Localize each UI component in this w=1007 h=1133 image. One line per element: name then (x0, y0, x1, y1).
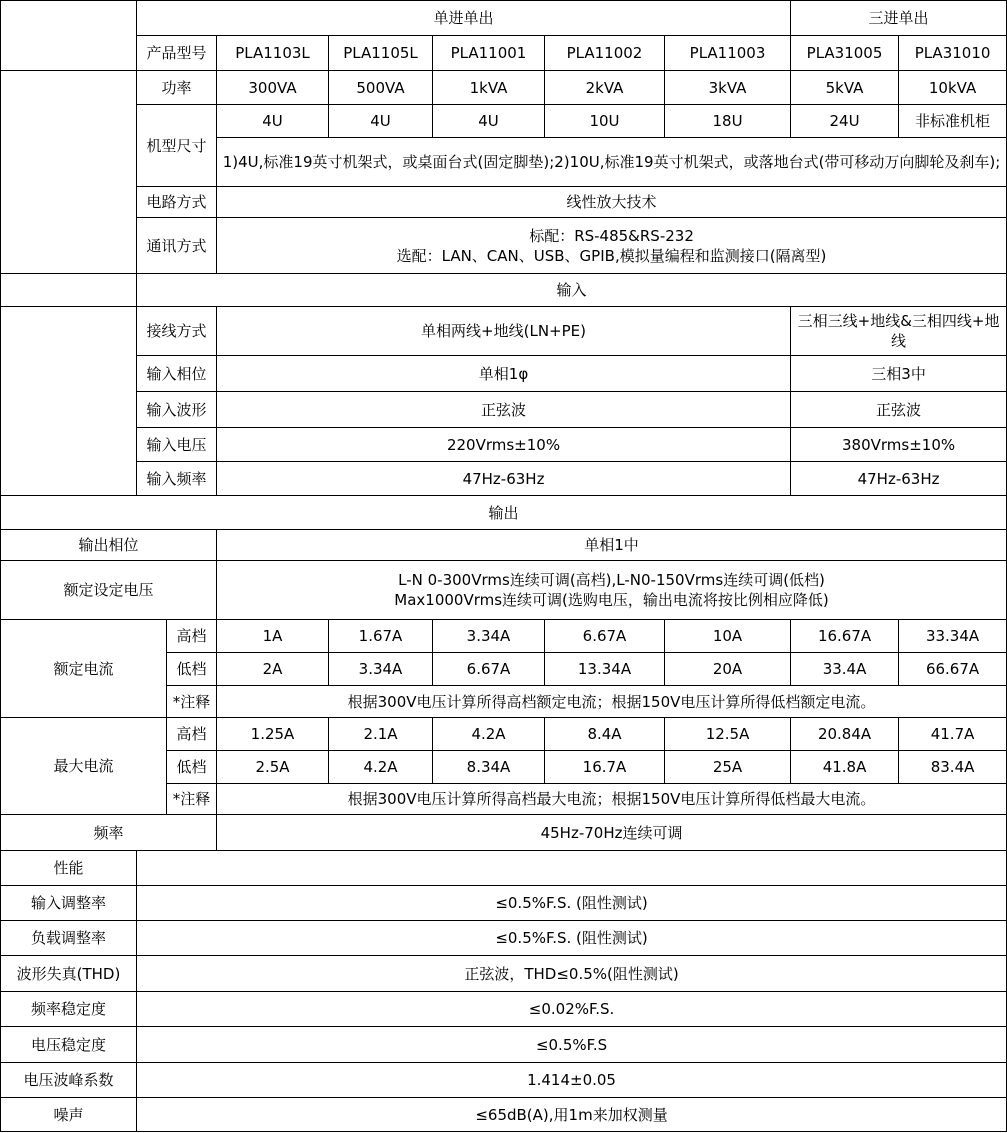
max-high-cell: 41.7A (899, 718, 1007, 751)
performance-value: ≤0.02%F.S. (137, 992, 1007, 1027)
size-cell: 18U (665, 105, 791, 138)
input-freq-row (1, 462, 1007, 496)
performance-label: 电压波峰系数 (1, 1063, 137, 1098)
size-cell: 4U (433, 105, 545, 138)
output-freq-value: 45Hz-70Hz连续可调 (217, 815, 1007, 851)
max-low-cell: 25A (665, 751, 791, 784)
comm-standard: 标配：RS-485&RS-232 (529, 226, 694, 245)
rated-low-cell: 66.67A (899, 653, 1007, 686)
max-current-note: 根据300V电压计算所得高档最大电流；根据150V电压计算所得低档最大电流。 (217, 784, 1007, 815)
rated-high-cell: 3.34A (433, 620, 545, 653)
power-row (1, 71, 1007, 105)
size-row (1, 105, 1007, 138)
input-phase-three: 三相3中 (791, 356, 1007, 392)
power-cell: 2kVA (545, 71, 665, 105)
model-cell: PLA1105L (329, 36, 433, 71)
group-single-header: 单进单出 (137, 1, 791, 36)
max-high-cell: 12.5A (665, 718, 791, 751)
high-label: 高档 (167, 718, 217, 751)
input-wiring-row (1, 307, 1007, 356)
input-left-blank (1, 307, 137, 496)
model-cell: PLA31005 (791, 36, 899, 71)
rated-current-note: 根据300V电压计算所得高档额定电流；根据150V电压计算所得低档额定电流。 (217, 686, 1007, 718)
performance-value: 正弦波，THD≤0.5%(阻性测试) (137, 956, 1007, 992)
size-cell: 非标准机柜 (899, 105, 1007, 138)
input-section-title: 输入 (137, 274, 1007, 307)
performance-label: 波形失真(THD) (1, 956, 137, 992)
rated-high-cell: 10A (665, 620, 791, 653)
max-low-cell: 2.5A (217, 751, 329, 784)
max-low-cell: 16.7A (545, 751, 665, 784)
performance-row (1, 992, 1007, 1027)
performance-value: ≤0.5%F.S (137, 1027, 1007, 1063)
input-waveform-three: 正弦波 (791, 392, 1007, 428)
size-cell: 4U (217, 105, 329, 138)
power-cell: 1kVA (433, 71, 545, 105)
input-wiring-three: 三相三线+地线&三相四线+地线 (791, 307, 1007, 356)
rated-voltage-label: 额定设定电压 (1, 561, 217, 620)
model-cell: PLA11001 (433, 36, 545, 71)
max-high-cell: 1.25A (217, 718, 329, 751)
performance-label: 频率稳定度 (1, 992, 137, 1027)
output-freq-row (1, 815, 1007, 851)
comm-optional: 选配：LAN、CAN、USB、GPIB,模拟量编程和监测接口(隔离型) (396, 246, 827, 265)
output-freq-label: 频率 (1, 815, 217, 851)
note-label: *注释 (167, 784, 217, 815)
max-current-label: 最大电流 (1, 718, 167, 815)
size-note: 1)4U,标准19英寸机架式，或桌面台式(固定脚垫);2)10U,标准19英寸机架式，或落地台式(带可移动万向脚轮及刹车); (217, 138, 1007, 187)
group-three-header: 三进单出 (791, 1, 1007, 36)
performance-label: 噪声 (1, 1098, 137, 1132)
performance-row (1, 956, 1007, 992)
performance-row (1, 921, 1007, 956)
output-phase-label: 输出相位 (1, 530, 217, 561)
size-cell: 10U (545, 105, 665, 138)
performance-row (1, 1027, 1007, 1063)
size-cell: 24U (791, 105, 899, 138)
general-left-blank (1, 71, 137, 274)
low-label: 低档 (167, 751, 217, 784)
model-cell: PLA1103L (217, 36, 329, 71)
input-waveform-single: 正弦波 (217, 392, 791, 428)
input-voltage-label: 输入电压 (137, 428, 217, 462)
performance-section-row (1, 851, 1007, 886)
corner-cell (1, 1, 137, 71)
input-waveform-row (1, 392, 1007, 428)
power-label: 功率 (137, 71, 217, 105)
max-high-cell: 8.4A (545, 718, 665, 751)
max-current-high-row (1, 718, 1007, 751)
model-cell: PLA11002 (545, 36, 665, 71)
performance-value: 1.414±0.05 (137, 1063, 1007, 1098)
max-high-cell: 20.84A (791, 718, 899, 751)
performance-label: 电压稳定度 (1, 1027, 137, 1063)
rated-voltage-line2: Max1000Vrms连续可调(选购电压，输出电流将按比例相应降低) (394, 591, 829, 609)
circuit-row (1, 187, 1007, 218)
input-waveform-label: 输入波形 (137, 392, 217, 428)
performance-label: 输入调整率 (1, 886, 137, 921)
input-phase-single: 单相1φ (217, 356, 791, 392)
rated-high-cell: 16.67A (791, 620, 899, 653)
circuit-value: 线性放大技术 (217, 187, 1007, 218)
rated-low-cell: 33.4A (791, 653, 899, 686)
size-cell: 4U (329, 105, 433, 138)
input-wiring-label: 接线方式 (137, 307, 217, 356)
performance-value: ≤65dB(A),用1m来加权测量 (137, 1098, 1007, 1132)
output-phase-value: 单相1中 (217, 530, 1007, 561)
rated-current-label: 额定电流 (1, 620, 167, 718)
input-freq-three: 47Hz-63Hz (791, 462, 1007, 496)
rated-high-cell: 6.67A (545, 620, 665, 653)
output-section-title: 输出 (1, 496, 1007, 530)
power-cell: 5kVA (791, 71, 899, 105)
input-voltage-three: 380Vrms±10% (791, 428, 1007, 462)
rated-low-cell: 3.34A (329, 653, 433, 686)
model-cell: PLA31010 (899, 36, 1007, 71)
rated-low-cell: 20A (665, 653, 791, 686)
max-high-cell: 4.2A (433, 718, 545, 751)
comm-row (1, 218, 1007, 274)
input-freq-label: 输入频率 (137, 462, 217, 496)
comm-value (217, 218, 1007, 274)
input-phase-row (1, 356, 1007, 392)
rated-voltage-value (217, 561, 1007, 620)
input-phase-label: 输入相位 (137, 356, 217, 392)
header-group-row (1, 1, 1007, 36)
performance-value: ≤0.5%F.S. (阻性测试) (137, 886, 1007, 921)
high-label: 高档 (167, 620, 217, 653)
input-voltage-single: 220Vrms±10% (217, 428, 791, 462)
size-label: 机型尺寸 (137, 105, 217, 187)
rated-high-cell: 1.67A (329, 620, 433, 653)
rated-high-cell: 1A (217, 620, 329, 653)
rated-low-cell: 13.34A (545, 653, 665, 686)
model-label: 产品型号 (137, 36, 217, 71)
max-low-cell: 41.8A (791, 751, 899, 784)
comm-label: 通讯方式 (137, 218, 217, 274)
input-section-row (1, 274, 1007, 307)
note-label: *注释 (167, 686, 217, 718)
input-freq-single: 47Hz-63Hz (217, 462, 791, 496)
performance-row (1, 1098, 1007, 1132)
power-cell: 10kVA (899, 71, 1007, 105)
circuit-label: 电路方式 (137, 187, 217, 218)
power-cell: 3kVA (665, 71, 791, 105)
max-low-cell: 4.2A (329, 751, 433, 784)
input-section-blank (1, 274, 137, 307)
max-high-cell: 2.1A (329, 718, 433, 751)
performance-value: ≤0.5%F.S. (阻性测试) (137, 921, 1007, 956)
power-cell: 300VA (217, 71, 329, 105)
input-voltage-row (1, 428, 1007, 462)
model-cell: PLA11003 (665, 36, 791, 71)
rated-low-cell: 6.67A (433, 653, 545, 686)
rated-high-cell: 33.34A (899, 620, 1007, 653)
performance-label: 负载调整率 (1, 921, 137, 956)
performance-row (1, 1063, 1007, 1098)
performance-section-title: 性能 (1, 851, 137, 886)
model-row (1, 36, 1007, 71)
max-low-cell: 83.4A (899, 751, 1007, 784)
rated-voltage-line1: L-N 0-300Vrms连续可调(高档),L-N0-150Vrms连续可调(低档) (398, 571, 825, 589)
output-phase-row (1, 530, 1007, 561)
output-section-row (1, 496, 1007, 530)
performance-section-blank (137, 851, 1007, 886)
low-label: 低档 (167, 653, 217, 686)
rated-current-high-row (1, 620, 1007, 653)
performance-row (1, 886, 1007, 921)
input-wiring-single: 单相两线+地线(LN+PE) (217, 307, 791, 356)
rated-voltage-row (1, 561, 1007, 620)
rated-low-cell: 2A (217, 653, 329, 686)
max-low-cell: 8.34A (433, 751, 545, 784)
power-cell: 500VA (329, 71, 433, 105)
